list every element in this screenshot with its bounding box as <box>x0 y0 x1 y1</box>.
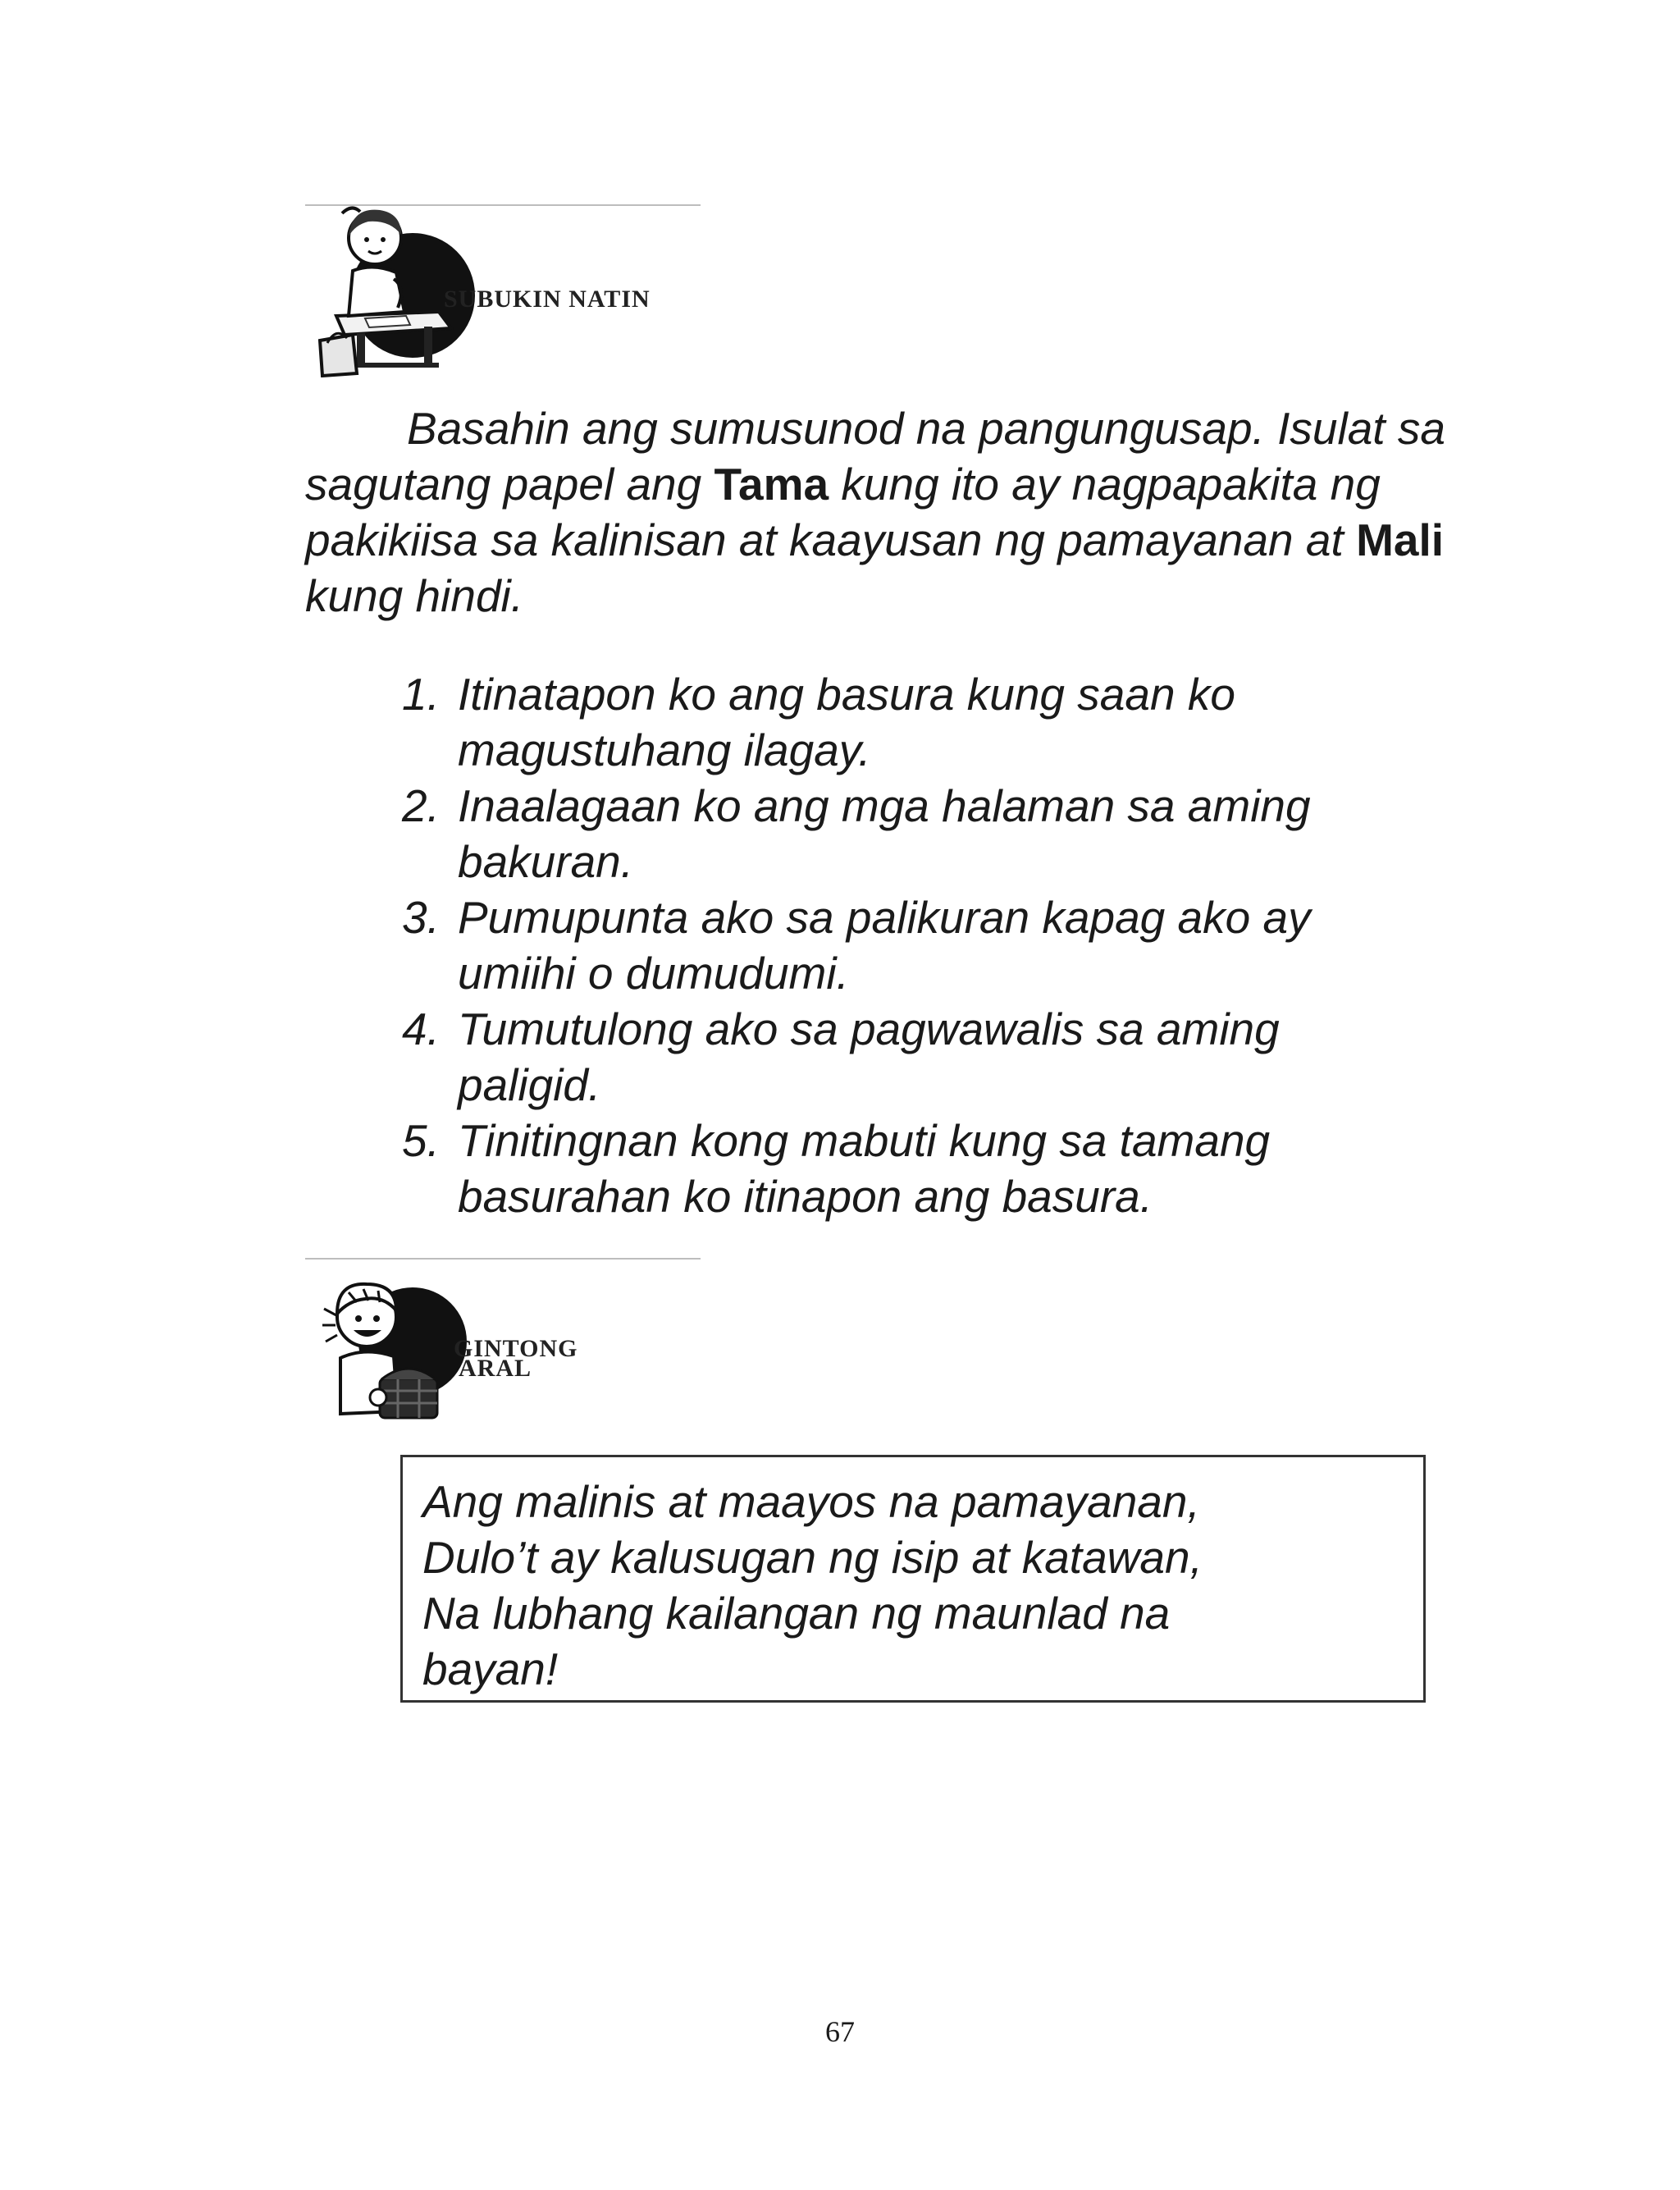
gintong-aral-header <box>316 1268 644 1432</box>
item-number: 1. <box>402 669 440 720</box>
list-item <box>402 666 1485 778</box>
gintong-aral-box <box>400 1455 1426 1703</box>
list-item <box>402 1113 1485 1224</box>
item-number: 5. <box>402 1115 440 1166</box>
item-number: 2. <box>402 780 440 831</box>
item-text-line1: Itinatapon ko ang basura kung saan ko <box>458 669 1235 720</box>
gintong-label: GINTONG <box>454 1335 578 1362</box>
aral-line: Na lubhang kailangan ng maunlad na <box>422 1588 1171 1639</box>
subukin-natin-header <box>316 197 710 377</box>
item-text-line2: magustuhang ilagay. <box>458 725 871 775</box>
aral-line: Ang malinis at maayos na pamayanan, <box>422 1476 1200 1527</box>
list-item <box>402 1001 1485 1113</box>
aral-line: Dulo’t ay kalusugan ng isip at katawan, <box>422 1532 1203 1583</box>
item-text-line2: bakuran. <box>458 836 634 887</box>
page-number: 67 <box>825 2015 855 2048</box>
item-text-line1: Inaalagaan ko ang mga halaman sa aming <box>458 780 1311 831</box>
subukin-natin-label: SUBUKIN NATIN <box>444 286 651 313</box>
item-text-line2: umiihi o dumudumi. <box>458 948 849 999</box>
instructions-paragraph <box>305 400 1486 624</box>
tama-keyword: Tama <box>714 459 829 510</box>
aral-line: bayan! <box>422 1644 559 1694</box>
item-text-line1: Tumutulong ako sa pagwawalis sa aming <box>458 1004 1280 1054</box>
item-number: 3. <box>402 892 440 943</box>
statement-list <box>402 666 1485 1224</box>
item-text-line1: Pumupunta ako sa palikuran kapag ako ay <box>458 892 1311 943</box>
item-text-line1: Tinitingnan kong mabuti kung sa tamang <box>458 1115 1271 1166</box>
list-item <box>402 889 1485 1001</box>
list-item <box>402 778 1485 889</box>
instructions-text-3: kung hindi. <box>305 570 524 621</box>
mali-keyword: Mali <box>1356 514 1445 565</box>
aral-label: ARAL <box>459 1355 532 1382</box>
instructions-text-2: kung ito ay nagpapakita ng pakikiisa sa kalinisan at kaayusan ng pamayanan at <box>305 459 1381 565</box>
instructions-text-1: Basahin ang sumusunod na pangungusap. Isulat sa sagutang papel ang <box>305 403 1445 510</box>
item-number: 4. <box>402 1004 440 1054</box>
item-text-line2: basurahan ko itinapon ang basura. <box>458 1171 1153 1222</box>
boy-with-treasure-chest-icon <box>316 1268 472 1432</box>
item-text-line2: paligid. <box>458 1059 601 1110</box>
middle-divider <box>305 1258 701 1260</box>
